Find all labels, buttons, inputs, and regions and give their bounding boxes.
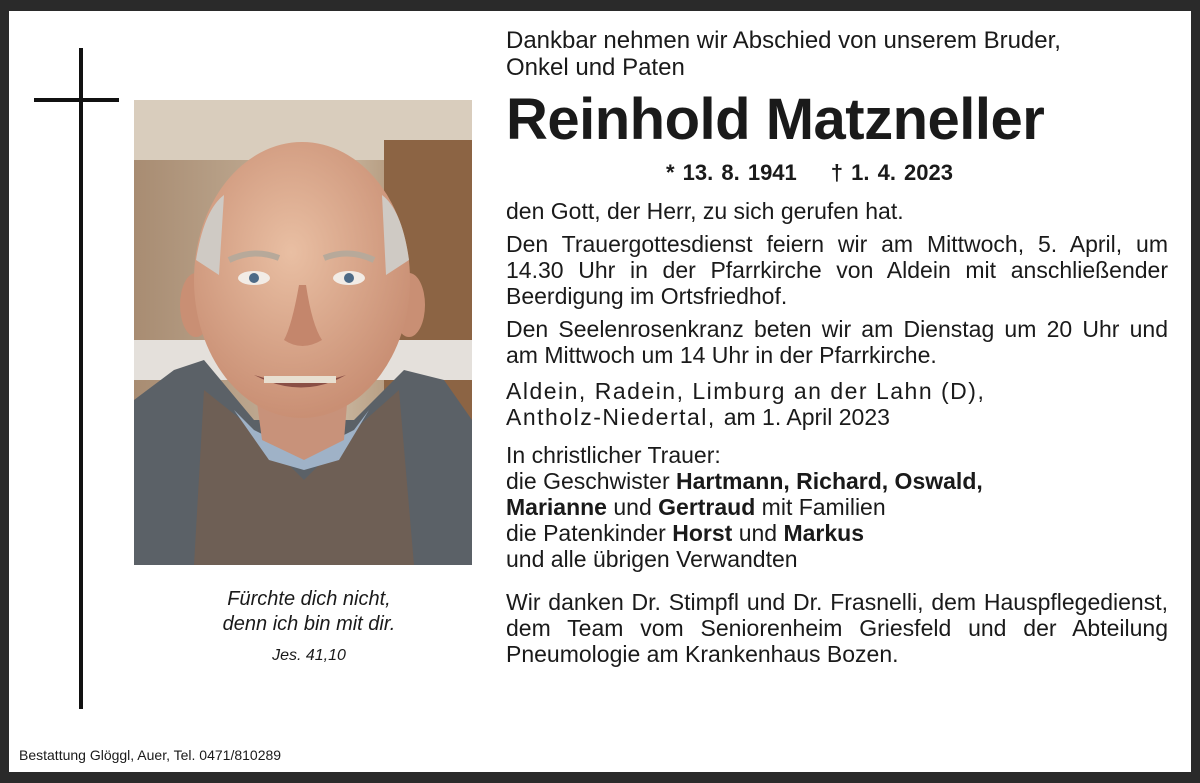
cross-icon-bar: [34, 98, 119, 102]
godchild-markus: Markus: [783, 520, 864, 546]
sibling-gertraud: Gertraud: [658, 494, 756, 520]
siblings-names: Hartmann, Richard, Oswald,: [676, 468, 983, 494]
intro-line-2: Onkel und Paten: [506, 54, 685, 81]
siblings-prefix: die Geschwister: [506, 468, 670, 494]
portrait-photo: [134, 100, 472, 565]
quote-reference: Jes. 41,10: [272, 647, 346, 664]
intro: [506, 27, 1168, 81]
godchildren-prefix: die Patenkinder: [506, 520, 666, 546]
godchild-horst: Horst: [672, 520, 733, 546]
quote-line-1: Fürchte dich nicht,: [227, 588, 391, 610]
place-part-2: am 1. April 2023: [723, 404, 890, 430]
und-1: und: [613, 494, 652, 520]
intro-line-1: Dankbar nehmen wir Abschied von unserem Bruder,: [506, 27, 1061, 54]
birth-date: * 13. 8. 1941: [666, 160, 797, 185]
place-part-1: Antholz-Niedertal,: [506, 404, 716, 430]
mourners: [506, 442, 1168, 572]
siblings-line: [506, 468, 1168, 494]
service-paragraph: Den Trauergottesdienst feiern wir am Mittwoch, 5. April, um 14.30 Uhr in der Pfarrkirche von Aldein mit anschließender Beerdigung im Ortsfriedhof.: [506, 231, 1168, 309]
sibling-marianne: Marianne: [506, 494, 607, 520]
deceased-name: Reinhold Matzneller: [506, 87, 1045, 152]
place-date: [506, 378, 1168, 430]
rosary-paragraph: Den Seelenrosenkranz beten wir am Dienstag um 20 Uhr und am Mittwoch um 14 Uhr in der Pfarrkirche.: [506, 316, 1168, 368]
death-date: † 1. 4. 2023: [830, 160, 953, 185]
called-line: den Gott, der Herr, zu sich gerufen hat.: [506, 198, 904, 224]
notice-text: [506, 27, 1168, 667]
und-2: und: [738, 520, 778, 546]
place-line-2: [506, 404, 1168, 430]
mourners-heading: In christlicher Trauer:: [506, 442, 721, 468]
cross-icon: [79, 48, 83, 709]
funeral-home-footer: Bestattung Glöggl, Auer, Tel. 0471/810289: [19, 747, 282, 763]
life-dates: [506, 160, 1168, 186]
thanks-paragraph: Wir danken Dr. Stimpfl und Dr. Frasnelli, dem Hauspflegedienst, dem Team vom Seniorenheim Griesfeld und der Abteilung Pneumologie am Krankenhaus Bozen.: [506, 589, 1168, 667]
place-line-1: Aldein, Radein, Limburg an der Lahn (D),: [506, 378, 986, 404]
siblings-line-2: [506, 494, 1168, 520]
quote-line-2: denn ich bin mit dir.: [222, 613, 396, 635]
godchildren-line: [506, 520, 1168, 546]
bible-quote: [159, 587, 459, 637]
others-line: und alle übrigen Verwandten: [506, 546, 798, 572]
siblings-suffix: mit Familien: [761, 494, 886, 520]
